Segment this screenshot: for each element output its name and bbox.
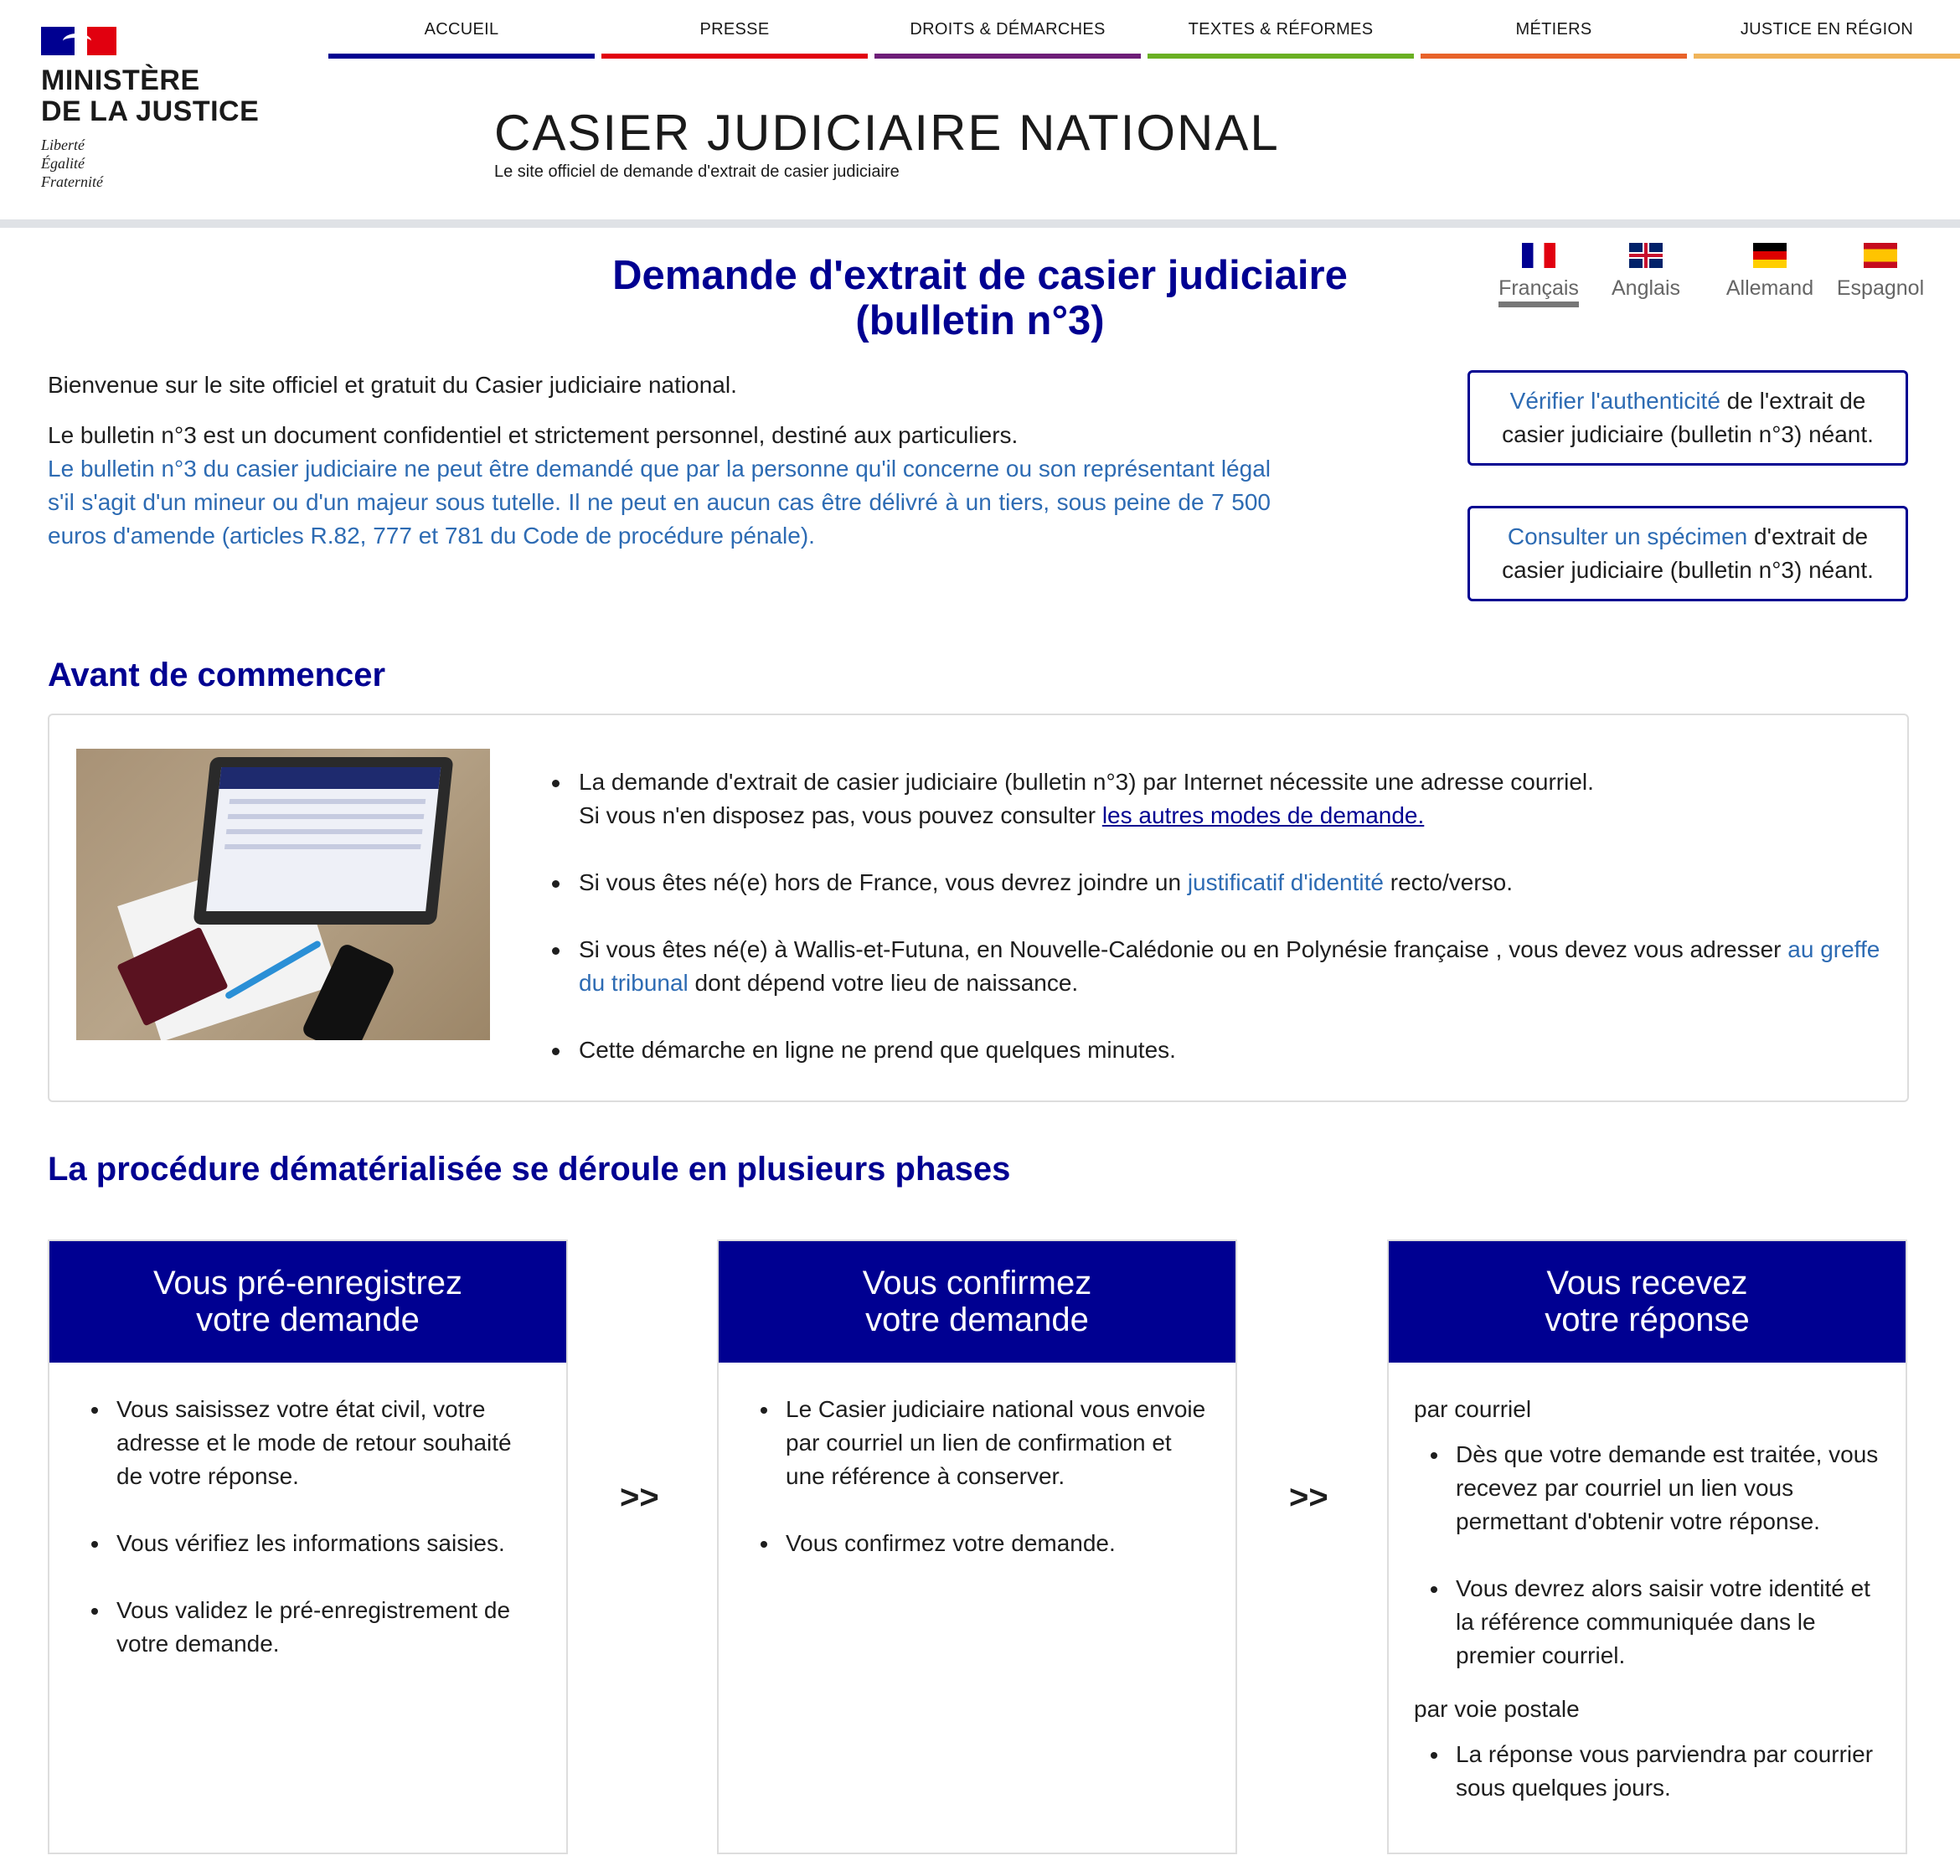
t: référence <box>831 1463 931 1489</box>
specimen-text: d'extrait de casier judiciaire (bulletin n°3) néant. <box>1502 523 1874 583</box>
before-box <box>48 714 1909 1102</box>
motto-egalite: Égalité <box>41 155 85 172</box>
t: validez <box>175 1597 249 1623</box>
list-item <box>552 933 1884 1000</box>
t: saisissez <box>175 1396 271 1422</box>
phase-body <box>49 1363 566 1661</box>
phase-header <box>719 1241 1235 1363</box>
logo-motto <box>41 136 292 191</box>
phase-title-line1: Vous pré-enregistrez <box>152 1265 463 1301</box>
item1-a: La demande d'extrait de casier judiciaire (bulletin n°3) par Internet nécessite une <box>579 769 1421 795</box>
list-item <box>1414 1438 1880 1538</box>
intro-p2-b: , destiné aux particuliers. <box>758 422 1019 448</box>
nav-justice-en-region[interactable] <box>1694 0 1960 59</box>
nav-accueil[interactable] <box>328 0 595 59</box>
site-subtitle: Le site officiel de demande d'extrait de casier judiciaire <box>494 162 900 181</box>
list-item <box>75 1393 541 1493</box>
t: Vous devrez alors saisir votre <box>1456 1575 1769 1601</box>
phase-list <box>1414 1438 1880 1672</box>
intro-text <box>48 368 1271 570</box>
ministry-logo[interactable] <box>41 27 292 191</box>
nav-label: ACCUEIL <box>424 20 499 39</box>
nav-underline <box>328 54 595 59</box>
flag-fr-icon <box>1522 243 1555 268</box>
item2-b: recto/verso. <box>1383 869 1514 895</box>
phase-list <box>744 1393 1210 1560</box>
phase-header <box>49 1241 566 1363</box>
t: confirmez <box>844 1530 946 1556</box>
t: votre demande. <box>946 1530 1116 1556</box>
list-item <box>552 765 1884 832</box>
laptop-shape <box>193 757 453 925</box>
nav-metiers[interactable] <box>1421 0 1687 59</box>
subheading-voie-postale: par voie postale <box>1414 1696 1580 1722</box>
list-item <box>552 866 1884 899</box>
verify-authenticity-box <box>1467 370 1908 466</box>
item4: Cette démarche en ligne ne prend que quelques minutes. <box>579 1037 1176 1063</box>
t: communiquée dans le premier courriel. <box>1456 1609 1816 1668</box>
page-title <box>519 253 1441 343</box>
requirements-list <box>552 765 1884 1100</box>
other-request-modes-link[interactable]: les autres modes de demande. <box>1101 802 1425 828</box>
lang-allemand[interactable] <box>1715 243 1824 301</box>
motto-liberte: Liberté <box>41 137 85 153</box>
t: Dès que votre demande est traitée, vous recevez par courriel un lien vous permettant d'obtenir votre réponse. <box>1456 1441 1879 1534</box>
intro-welcome <box>48 368 1271 402</box>
t: Le Casier judiciaire national vous envoie par courriel un lien de confirmation et une <box>786 1396 1206 1489</box>
page-title-line1: Demande d'extrait de casier judiciaire <box>612 253 1348 298</box>
item1-c: . <box>1587 769 1594 795</box>
phase-list <box>75 1393 541 1661</box>
t: identité <box>1768 1575 1844 1601</box>
t: La réponse vous parviendra par courrier sous quelques jours. <box>1456 1741 1874 1801</box>
phase-title-line2: votre demande <box>196 1301 420 1338</box>
nav-textes-reformes[interactable] <box>1148 0 1414 59</box>
list-item <box>1414 1572 1880 1672</box>
intro-p2-a: Le bulletin n°3 est un document confidentiel et strictement personnel <box>48 422 759 448</box>
lang-francais[interactable] <box>1484 243 1593 301</box>
intro-p1-a: Bienvenue sur le <box>48 372 230 398</box>
site-title[interactable]: CASIER JUDICIAIRE NATIONAL <box>494 105 1280 161</box>
phase-title-line2: votre réponse <box>1545 1301 1750 1338</box>
nav-underline <box>1694 54 1960 59</box>
identity-proof-link[interactable]: justificatif d'identité <box>1187 869 1384 895</box>
item1-b: adresse courriel <box>1420 769 1588 795</box>
phase-title-line1: Vous confirmez <box>862 1265 1092 1301</box>
logo-title <box>41 65 292 127</box>
phases-heading: La procédure dématérialisée se déroule en plusieurs phases <box>48 1151 1011 1188</box>
item3-b: , vous devez vous adresser <box>1488 936 1788 962</box>
t: à conserver. <box>930 1463 1065 1489</box>
motto-fraternite: Fraternité <box>41 173 103 190</box>
nav-underline <box>1148 54 1414 59</box>
nav-underline <box>601 54 868 59</box>
t: et la <box>1456 1575 1870 1635</box>
item1-d: Si vous n'en disposez pas, vous pouvez consulter <box>579 802 1102 828</box>
t: les informations saisies. <box>249 1530 505 1556</box>
intro-legal-notice: Le bulletin n°3 du casier judiciaire ne peut être demandé que par la personne qu'il concerne ou son représentant légal s'il s'agit d'un mineur ou d'un majeur sous tutelle. Il ne peut en aucun cas être délivré à un tiers, sous peine de 7 500 euros d'amende (articles R.82, 777 et 781 du Code de procédure pénale). <box>48 456 1271 549</box>
item3-a: Si vous êtes né(e) à Wallis-et-Futuna, en Nouvelle-Calédonie ou en Polynésie française <box>579 936 1489 962</box>
t: le pré-enregistrement de votre demande. <box>116 1597 511 1657</box>
logo-title-line2: DE LA JUSTICE <box>41 95 260 127</box>
t: Vous <box>786 1530 845 1556</box>
nav-label: TEXTES & RÉFORMES <box>1188 20 1374 39</box>
intro-confidential <box>48 419 1271 452</box>
verify-text: de l'extrait de casier judiciaire (bulletin n°3) néant. <box>1502 388 1874 447</box>
lang-espagnol[interactable] <box>1826 243 1935 301</box>
lang-label: Allemand <box>1725 276 1814 300</box>
phase-card-preregister <box>48 1240 568 1854</box>
before-heading: Avant de commencer <box>48 657 386 693</box>
phase-header <box>1389 1241 1906 1363</box>
item3-c: dont dépend votre lieu de naissance. <box>688 970 1079 996</box>
phase-body <box>719 1363 1235 1560</box>
verify-authenticity-link[interactable]: Vérifier l'authenticité <box>1509 388 1720 414</box>
phase-arrow: >> <box>1289 1479 1328 1516</box>
list-item <box>75 1527 541 1560</box>
flag-de-icon <box>1753 243 1787 268</box>
t: Vous <box>116 1530 176 1556</box>
t: Vous <box>116 1597 176 1623</box>
lang-label: Anglais <box>1612 276 1680 300</box>
logo-title-line1: MINISTÈRE <box>41 64 200 96</box>
nav-underline <box>1421 54 1687 59</box>
lang-label: Espagnol <box>1836 276 1925 300</box>
top-navigation <box>328 0 1960 59</box>
phase-arrow: >> <box>620 1479 659 1516</box>
nav-droits-demarches[interactable] <box>874 0 1141 59</box>
specimen-link[interactable]: Consulter un spécimen <box>1507 523 1748 549</box>
item2-a: Si vous êtes né(e) hors de France, vous devrez joindre un <box>579 869 1188 895</box>
nav-underline <box>874 54 1141 59</box>
nav-presse[interactable] <box>601 0 868 59</box>
intro-p1-c: du Casier judiciaire national. <box>436 372 737 398</box>
phase-list <box>1414 1738 1880 1805</box>
lang-label: Français <box>1498 276 1579 307</box>
laptop-photo <box>76 749 490 1040</box>
t: Vous <box>116 1396 176 1422</box>
phase-card-receive <box>1387 1240 1907 1854</box>
phase-title-line1: Vous recevez <box>1546 1265 1748 1301</box>
nav-label: PRESSE <box>699 20 770 39</box>
nav-label: DROITS & DÉMARCHES <box>910 20 1106 39</box>
list-item <box>552 1033 1884 1067</box>
specimen-box <box>1467 506 1908 601</box>
phase-card-confirm <box>717 1240 1237 1854</box>
t: référence <box>1480 1609 1580 1635</box>
flag-gb-icon <box>1629 243 1663 268</box>
site-header <box>0 0 1960 228</box>
intro-p1-b: site officiel et gratuit <box>229 372 436 398</box>
lang-anglais[interactable] <box>1591 243 1700 301</box>
list-item <box>744 1393 1210 1493</box>
subheading-courriel: par courriel <box>1414 1396 1532 1422</box>
list-item <box>1414 1738 1880 1805</box>
nav-label: JUSTICE EN RÉGION <box>1740 20 1914 39</box>
t: votre état civil, votre adresse et le mode de retour souhaité de votre réponse. <box>116 1396 512 1489</box>
marianne-flag-icon <box>41 27 116 55</box>
phase-title-line2: votre demande <box>865 1301 1089 1338</box>
page-title-line2: (bulletin n°3) <box>855 298 1105 343</box>
flag-es-icon <box>1864 243 1897 268</box>
list-item <box>744 1527 1210 1560</box>
court-registry-link[interactable]: au greffe du tribunal <box>579 936 1880 996</box>
t: vérifiez <box>175 1530 250 1556</box>
nav-label: MÉTIERS <box>1515 20 1592 39</box>
list-item <box>75 1594 541 1661</box>
phase-body <box>1389 1363 1906 1805</box>
